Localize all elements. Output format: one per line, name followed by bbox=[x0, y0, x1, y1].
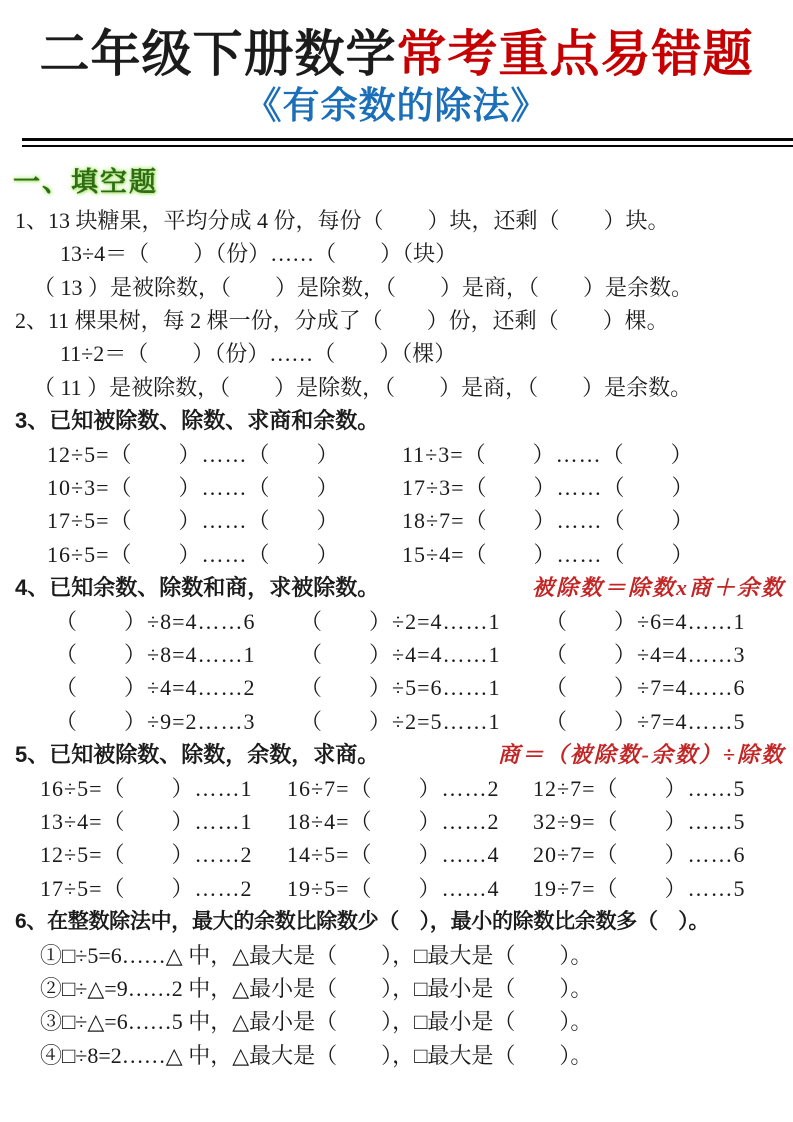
question-5-grid bbox=[15, 772, 789, 906]
equation-cell: （ ）÷9=2……3 bbox=[55, 708, 256, 734]
question-6-item: ②□÷△=9……2 中，△最小是（ ），□最小是（ ）。 bbox=[40, 976, 593, 1002]
question-4-header: 4、已知余数、除数和商，求被除数。 bbox=[15, 575, 380, 601]
question-1-terms: （ 13 ）是被除数，（ ）是除数，（ ）是商，（ ）是余数。 bbox=[33, 274, 694, 300]
equation-cell: 12÷7=（ ）……5 bbox=[533, 775, 746, 801]
question-4 bbox=[15, 571, 789, 738]
equation-cell: （ ）÷8=4……1 bbox=[55, 641, 256, 667]
question-1-equation: 13÷4＝（ ）（份）……（ ）（块） bbox=[60, 241, 458, 267]
equation-cell: 12÷5=（ ）……2 bbox=[40, 842, 253, 868]
question-1-text: 1、13 块糖果，平均分成 4 份，每份（ ）块，还剩（ ）块。 bbox=[15, 207, 670, 233]
equation-cell: 16÷5=（ ）……（ ） bbox=[47, 541, 340, 567]
equation-cell: （ ）÷8=4……6 bbox=[55, 608, 256, 634]
title-divider bbox=[22, 138, 793, 147]
equation-cell: 16÷5=（ ）……1 bbox=[40, 775, 253, 801]
equation-cell: （ ）÷7=4……5 bbox=[545, 708, 746, 734]
equation-cell: 19÷5=（ ）……4 bbox=[287, 875, 500, 901]
equation-cell: 18÷7=（ ）……（ ） bbox=[402, 508, 695, 534]
question-6-header: 6、在整数除法中，最大的余数比除数少（ ），最小的除数比余数多（ ）。 bbox=[15, 910, 710, 934]
equation-cell: （ ）÷2=5……1 bbox=[300, 708, 501, 734]
equation-cell: （ ）÷6=4……1 bbox=[545, 608, 746, 634]
section-heading: 一、填空题 bbox=[13, 166, 158, 197]
worksheet-body bbox=[0, 202, 793, 1073]
equation-cell: （ ）÷4=4……1 bbox=[300, 641, 501, 667]
equation-cell: （ ）÷4=4……3 bbox=[545, 641, 746, 667]
question-4-formula-note: 被除数＝除数x商＋余数 bbox=[531, 575, 785, 601]
equation-cell: （ ）÷5=6……1 bbox=[300, 675, 501, 701]
question-2 bbox=[15, 304, 789, 404]
question-2-text: 2、11 棵果树，每 2 棵一份，分成了（ ）份，还剩（ ）棵。 bbox=[15, 307, 669, 333]
equation-cell: （ ）÷4=4……2 bbox=[55, 675, 256, 701]
question-6-item: ①□÷5=6……△ 中，△最大是（ ），□最大是（ ）。 bbox=[40, 942, 593, 968]
equation-cell: 17÷5=（ ）……2 bbox=[40, 875, 253, 901]
equation-cell: （ ）÷2=4……1 bbox=[300, 608, 501, 634]
equation-cell: 14÷5=（ ）……4 bbox=[287, 842, 500, 868]
page-title-black: 二年级下册数学 bbox=[39, 26, 397, 82]
equation-cell: 32÷9=（ ）……5 bbox=[533, 809, 746, 834]
question-6 bbox=[15, 905, 789, 1072]
question-5-formula-note: 商＝（被除数-余数）÷除数 bbox=[497, 742, 785, 768]
equation-cell: 12÷5=（ ）……（ ） bbox=[47, 441, 340, 467]
equation-cell: 10÷3=（ ）……（ ） bbox=[47, 474, 340, 500]
question-3-grid bbox=[15, 438, 789, 572]
equation-cell: 17÷5=（ ）……（ ） bbox=[47, 508, 340, 534]
equation-cell: 19÷7=（ ）……5 bbox=[533, 875, 746, 901]
equation-cell: （ ）÷7=4……6 bbox=[545, 675, 746, 701]
question-6-items bbox=[15, 939, 789, 1073]
question-3-header: 3、已知被除数、除数、求商和余数。 bbox=[15, 408, 380, 434]
question-2-equation: 11÷2＝（ ）（份）……（ ）（棵） bbox=[60, 341, 457, 367]
page-title-red: 常考重点易错题 bbox=[396, 26, 754, 82]
equation-cell: 18÷4=（ ）……2 bbox=[287, 809, 500, 834]
equation-cell: 20÷7=（ ）……6 bbox=[533, 842, 746, 868]
equation-cell: 16÷7=（ ）……2 bbox=[287, 775, 500, 801]
question-2-terms: （ 11 ）是被除数，（ ）是除数，（ ）是商，（ ）是余数。 bbox=[33, 374, 693, 400]
question-1 bbox=[15, 204, 789, 304]
question-6-item: ③□÷△=6……5 中，△最小是（ ），□最小是（ ）。 bbox=[40, 1009, 593, 1035]
equation-cell: 17÷3=（ ）……（ ） bbox=[402, 474, 695, 500]
question-6-item: ④□÷8=2……△ 中，△最大是（ ），□最大是（ ）。 bbox=[40, 1042, 593, 1068]
equation-cell: 13÷4=（ ）……1 bbox=[40, 809, 253, 834]
question-5-header: 5、已知被除数、除数，余数，求商。 bbox=[15, 742, 380, 768]
equation-cell: 15÷4=（ ）……（ ） bbox=[402, 541, 695, 567]
question-4-grid bbox=[15, 605, 789, 739]
question-5-header-row bbox=[15, 738, 789, 771]
question-4-header-row bbox=[15, 571, 789, 604]
equation-cell: 11÷3=（ ）……（ ） bbox=[402, 441, 694, 467]
page-subtitle: 《有余数的除法》 bbox=[244, 86, 549, 127]
question-5 bbox=[15, 738, 789, 905]
question-3 bbox=[15, 404, 789, 571]
page-title bbox=[8, 26, 785, 82]
